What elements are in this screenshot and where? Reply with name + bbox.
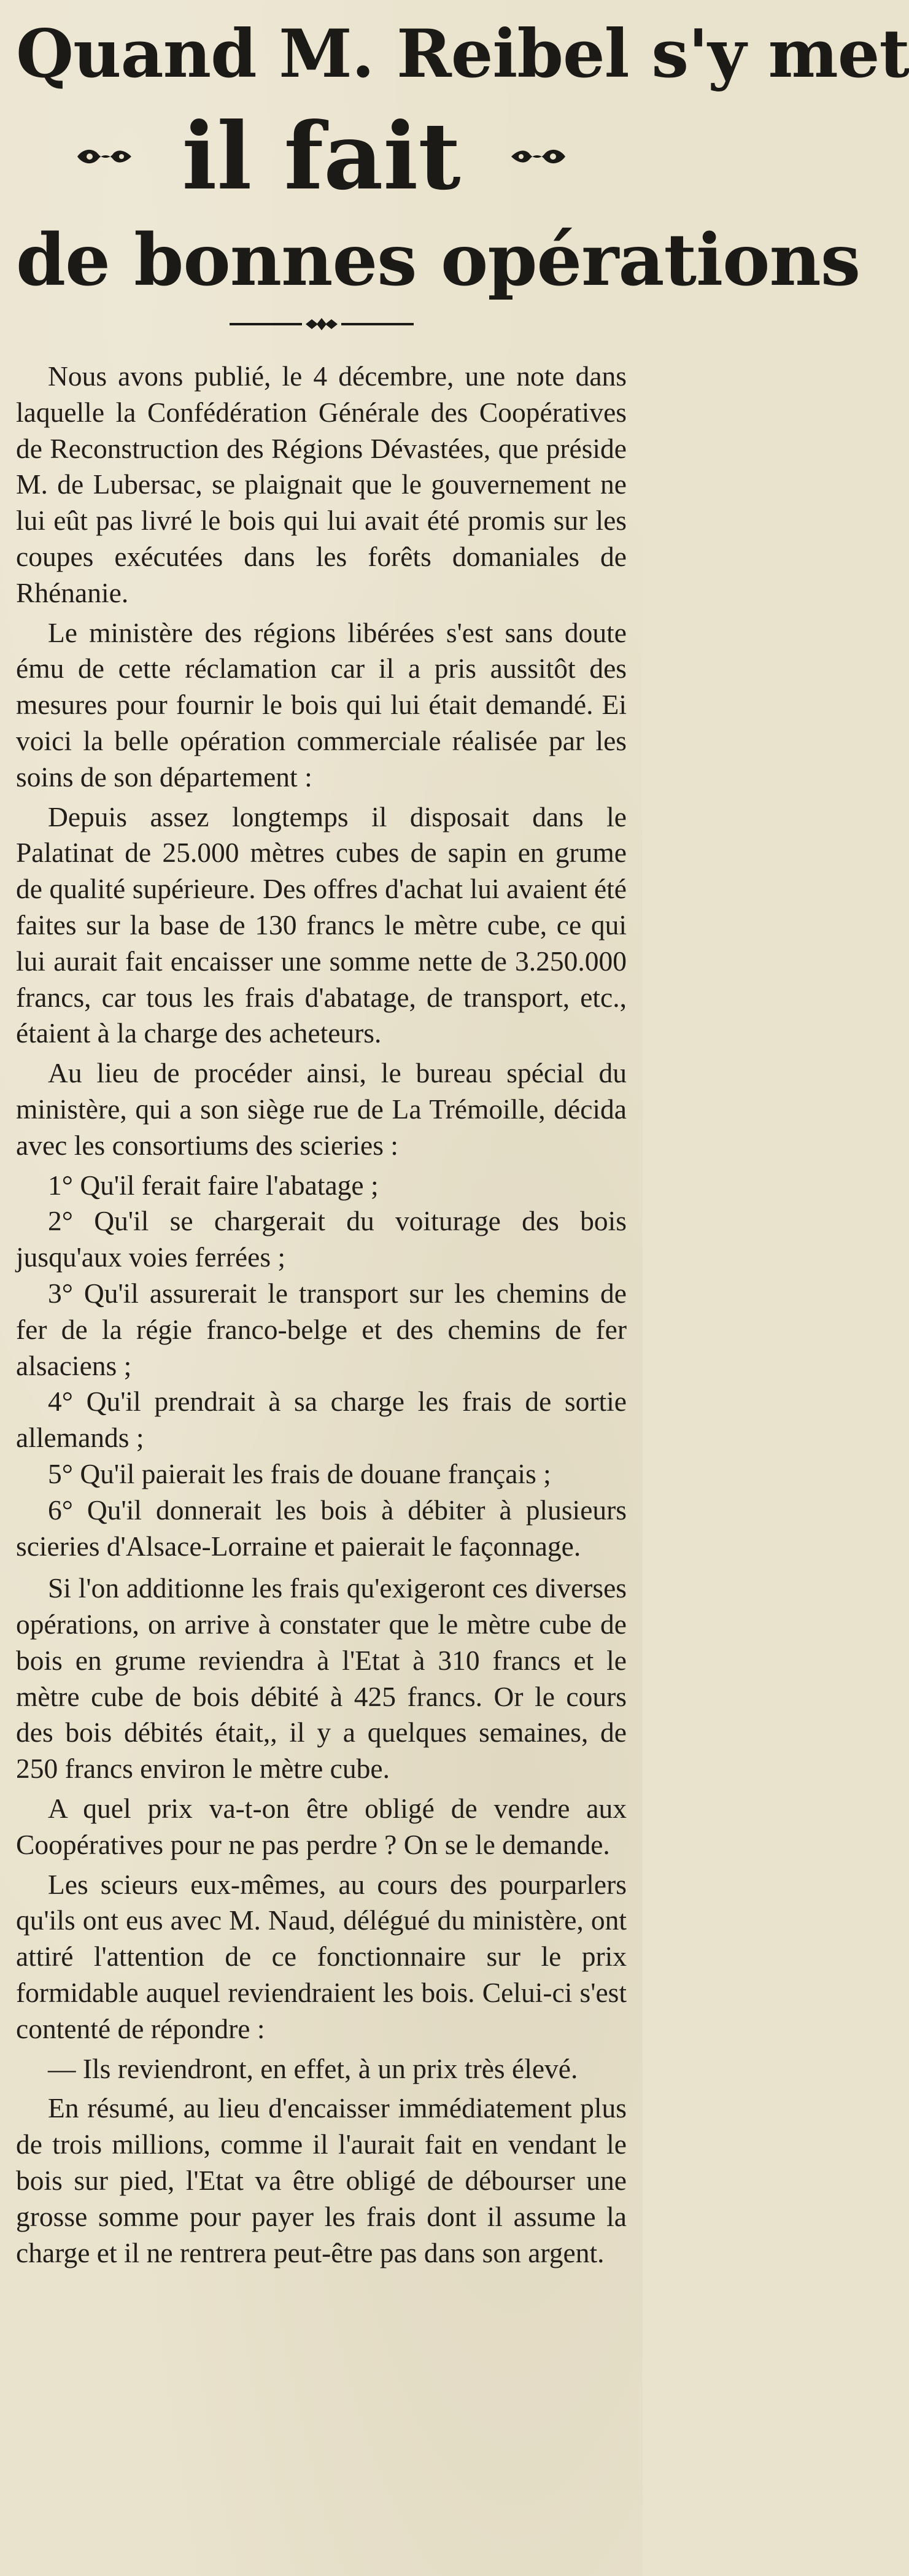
paragraph: Les scieurs eux-mêmes, au cours des pourparlers qu'ils ont eus avec M. Naud, délégué du ministère, ont attiré l'attention de ce fonctionnaire sur le prix formidable auquel reviendraient les bois. Celui-ci s'est contenté de répondre : [16,1868,627,2044]
paragraph: En résumé, au lieu d'encaisser immédiatement plus de trois millions, comme il l'aurait fait en vendant le bois sur pied, l'Etat va être obligé de débourser une grosse somme pour payer les frais dont il assume la charge et il ne rentrera peut-être pas dans son argent. [16,2092,627,2268]
paragraph: — Ils reviendront, en effet, à un prix très élevé. [48,2052,578,2084]
list-item: 1° Qu'il ferait faire l'abatage ; [48,1169,379,1201]
list-item: 6° Qu'il donnerait les bois à débiter à plusieurs scieries d'Alsace-Lorraine et paierait le façonnage. [16,1494,627,1562]
headline-line-3: de bonnes opérations [16,219,861,302]
list-item: 3° Qu'il assurerait le transport sur les chemins de fer de la régie franco-belge et des chemins de fer alsaciens ; [16,1277,627,1381]
headline-line-1: Quand M. Reibel s'y met [16,15,909,93]
paragraph: Depuis assez longtemps il disposait dans le Palatinat de 25.000 mètres cubes de sapin en grume de qualité supérieure. Des offres d'achat lui avaient été faites sur la base de 130 francs le mètre cube, ce qui lui aurait fait encaisser une somme nette de 3.250.000 francs, car tous les frais d'abatage, de transport, etc., étaient à la charge des acheteurs. [16,801,627,1049]
ornamental-rule-icon [230,317,414,332]
headline-line-2: il fait [182,103,461,211]
list-item: 4° Qu'il prendrait à sa charge les frais de sortie allemands ; [16,1386,627,1454]
fleuron-left-icon [75,144,134,169]
paragraph: Si l'on additionne les frais qu'exigeront ces diverses opérations, on arrive à constater que le mètre cube de bois en grume reviendra à l'Etat à 310 francs et le mètre cube de bois débité à 425 francs. Or le cours des bois débités était,, il y a quelques semaines, de 250 francs environ le mètre cube. [16,1572,627,1785]
paragraph: Au lieu de procéder ainsi, le bureau spécial du ministère, qui a son siège rue de La Trémoille, décida avec les consortiums des scieries : [16,1057,627,1161]
list-item: 5° Qu'il paierait les frais de douane français ; [48,1457,551,1489]
list-item: 2° Qu'il se chargerait du voiturage des bois jusqu'aux voies ferrées ; [16,1205,627,1273]
paragraph: Nous avons publié, le 4 décembre, une note dans laquelle la Confédération Générale des Coopératives de Reconstruction des Régions Dévastées, que préside M. de Lubersac, se plaignait que le gouvernement ne lui eût pas livré le bois qui lui avait été promis sur les coupes exécutées dans les forêts domaniales de Rhénanie. [16,360,627,608]
article-body [16,359,627,2271]
headline-row-2 [16,103,627,211]
paragraph: A quel prix va-t-on être obligé de vendre aux Coopératives pour ne pas perdre ? On se le demande. [16,1793,627,1860]
fleuron-right-icon [509,144,568,169]
paragraph: Le ministère des régions libérées s'est sans doute ému de cette réclamation car il a pris aussitôt des mesures pour fournir le bois qui lui était demandé. Ei voici la belle opération commerciale réalisée par les soins de son département : [16,616,627,793]
